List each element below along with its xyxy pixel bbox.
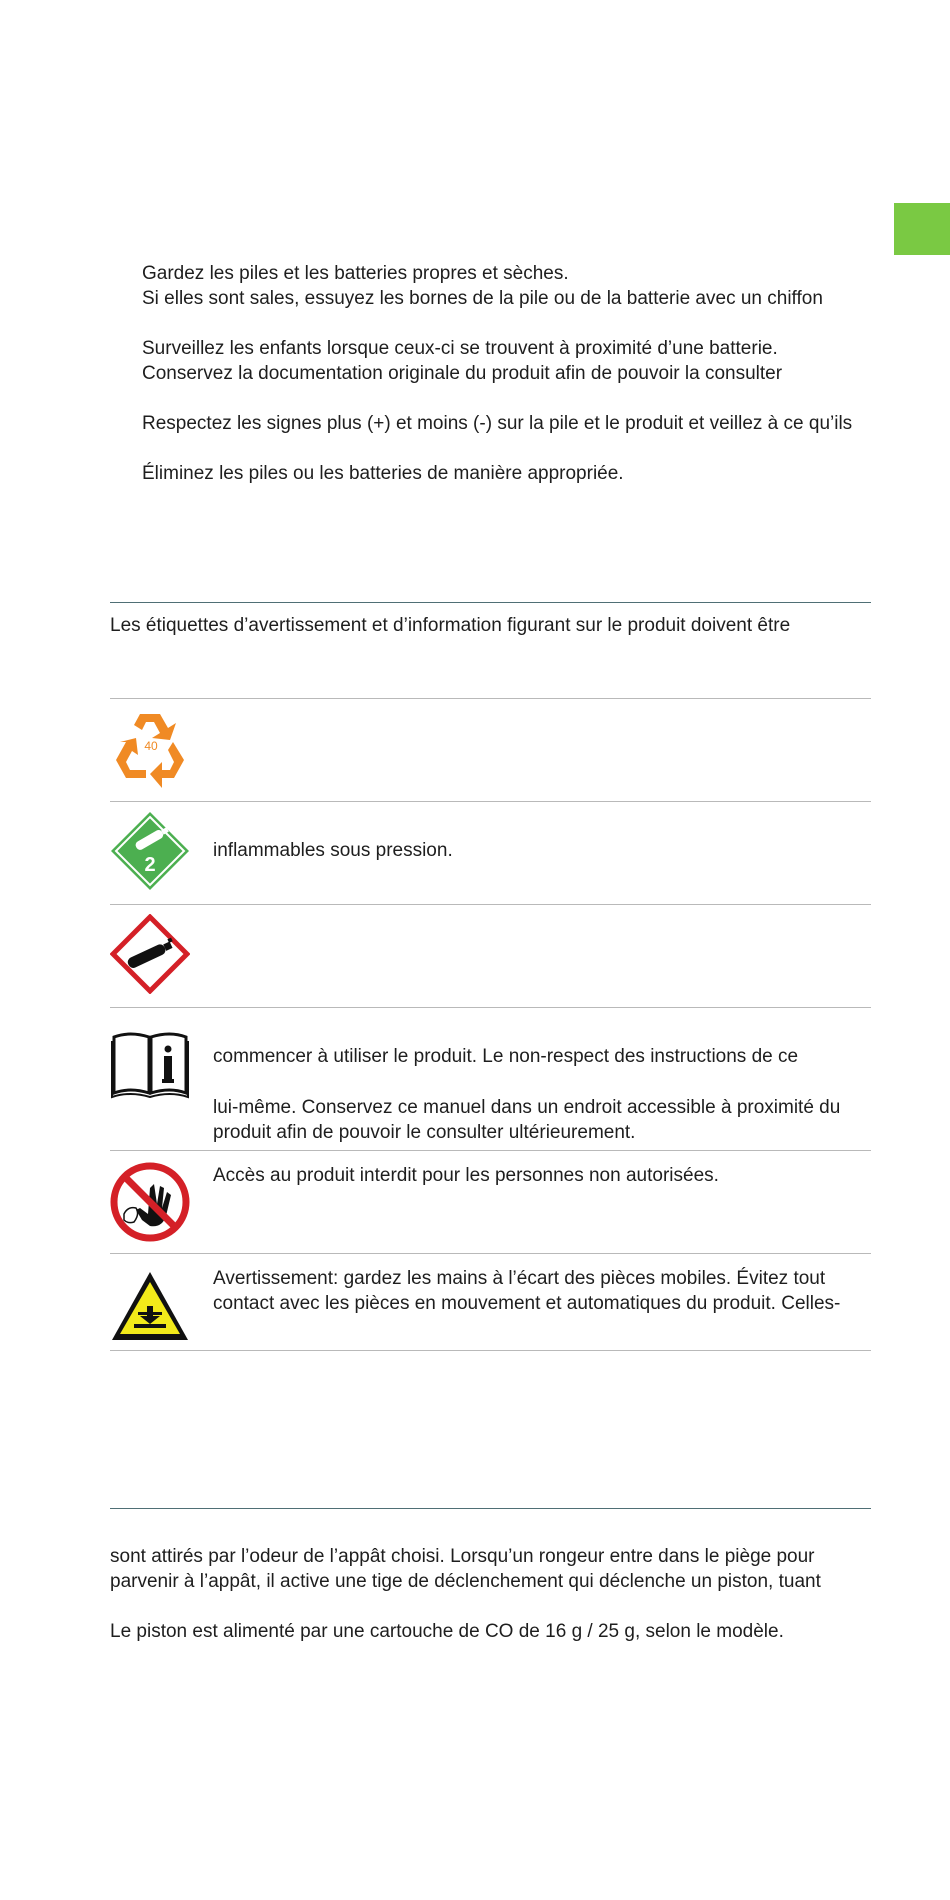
- symbol-description: Avertissement: gardez les mains à l’écart des pièces mobiles. Évitez tout: [213, 1268, 826, 1289]
- symbol-description: contact avec les pièces en mouvement et automatiques du produit. Celles-: [213, 1293, 841, 1314]
- compressed-gas-diamond-icon: [110, 811, 190, 891]
- row-divider: [110, 1150, 871, 1151]
- section-divider: [110, 1508, 871, 1509]
- battery-tip: Gardez les piles et les batteries propres et sèches.: [142, 263, 569, 284]
- manual-info-icon: [110, 1024, 190, 1104]
- section-divider: [110, 602, 871, 603]
- symbol-description: produit afin de pouvoir le consulter ultérieurement.: [213, 1122, 636, 1143]
- function-text: sont attirés par l’odeur de l’appât choisi. Lorsqu’un rongeur entre dans le piège pour: [110, 1546, 815, 1567]
- symbol-description: lui-même. Conservez ce manuel dans un endroit accessible à proximité du: [213, 1097, 841, 1118]
- section-tab: [894, 203, 950, 255]
- battery-tip: Surveillez les enfants lorsque ceux-ci se trouvent à proximité d’une batterie.: [142, 338, 778, 359]
- row-divider: [110, 1007, 871, 1008]
- battery-tip: Conservez la documentation originale du produit afin de pouvoir la consulter: [142, 363, 783, 384]
- row-divider: [110, 698, 871, 699]
- labels-intro: Les étiquettes d’avertissement et d’information figurant sur le produit doivent être: [110, 615, 791, 636]
- battery-tip: Si elles sont sales, essuyez les bornes de la pile ou de la batterie avec un chiffon: [142, 288, 823, 309]
- function-text: parvenir à l’appât, il active une tige de déclenchement qui déclenche un piston, tuant: [110, 1571, 821, 1592]
- row-divider: [110, 1253, 871, 1254]
- symbol-description: commencer à utiliser le produit. Le non-respect des instructions de ce: [213, 1046, 799, 1067]
- row-divider: [110, 904, 871, 905]
- symbol-description: inflammables sous pression.: [213, 840, 453, 861]
- function-text: Le piston est alimenté par une cartouche de CO de 16 g / 25 g, selon le modèle.: [110, 1621, 784, 1642]
- gas-class-number: 2: [144, 854, 156, 876]
- no-access-icon: [110, 1162, 190, 1242]
- symbol-description: Accès au produit interdit pour les personnes non autorisées.: [213, 1165, 719, 1186]
- moving-parts-warning-icon: [110, 1266, 190, 1346]
- row-divider: [110, 801, 871, 802]
- gas-cylinder-hazard-icon: [110, 914, 190, 994]
- battery-tip: Éliminez les piles ou les batteries de manière appropriée.: [142, 463, 624, 484]
- recycle-number: 40: [144, 739, 158, 753]
- row-divider: [110, 1350, 871, 1351]
- battery-tip: Respectez les signes plus (+) et moins (-) sur la pile et le produit et veillez à ce qu’ils: [142, 413, 853, 434]
